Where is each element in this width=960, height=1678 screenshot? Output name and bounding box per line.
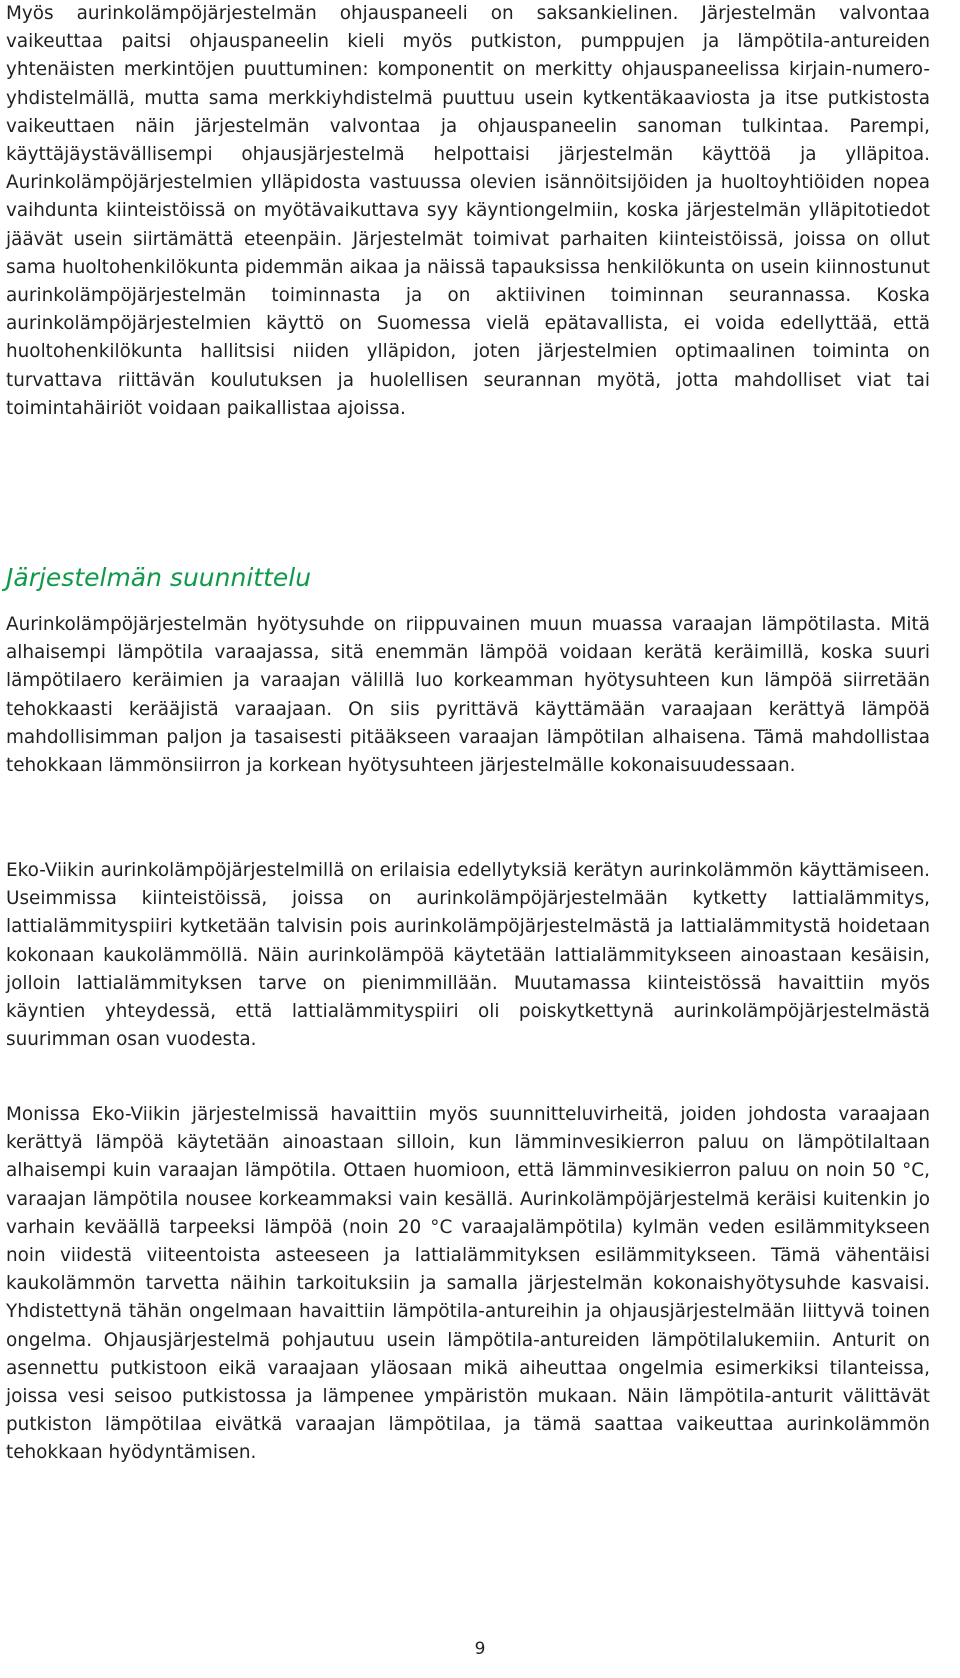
intro-paragraph: Myös aurinkolämpöjärjestelmän ohjauspaneeli on saksankielinen. Järjestelmän valvontaa vaikeuttaa paitsi ohjauspaneelin kieli myös putkiston, pumppujen ja lämpötila-antureiden yhtenäisten merkintöjen puuttuminen: komponentit on merkitty ohjauspaneelissa kirjain-numero-yhdistelmällä, mutta sama merkkiyhdistelmä puuttuu usein kytkentäkaaviosta ja itse putkistosta vaikeuttaen näin järjestelmän valvontaa ja ohjauspaneelin sanoman tulkintaa. Parempi, käyttäjäystävällisempi ohjausjärjestelmä helpottaisi järjestelmän käyttöä ja ylläpitoa. Aurinkolämpöjärjestelmien ylläpidosta vastuussa olevien isännöitsijöiden ja huoltoyhtiöiden nopea vaihdunta kiinteistöissä on myötävaikuttava syy käyntiongelmiin, koska järjestelmän ylläpitotiedot jäävät usein siirtämättä eteenpäin. Järjestelmät toimivat parhaiten kiinteistöissä, joissa on ollut sama huoltohenkilökunta pidemmän aikaa ja näissä tapauksissa henkilökunta on usein kiinnostunut aurinkolämpöjärjestelmän toiminnasta ja on aktiivinen toiminnan seurannassa. Koska aurinkolämpöjärjestelmien käyttö on Suomessa vielä epätavallista, ei voida edellyttää, että huoltohenkilökunta hallitsisi niiden ylläpidon, joten järjestelmien optimaalinen toiminta on turvattava riittävän koulutuksen ja huolellisen seurannan myötä, jotta mahdolliset viat tai toimintahäiriöt voidaan paikallistaa ajoissa. [6,3,930,419]
body-paragraph-design-errors: Monissa Eko-Viikin järjestelmissä havaittiin myös suunnitteluvirheitä, joiden johdosta varaajaan kerättyä lämpöä käytetään ainoastaan silloin, kun lämminvesikierron paluu on lämpötilaltaan alhaisempi kuin varaajan lämpötila. Ottaen huomioon, että lämminvesikierron paluu on noin 50 °C, varaajan lämpötila nousee korkeammaksi vain kesällä. Aurinkolämpöjärjestelmä keräisi kuitenkin jo varhain keväällä tarpeeksi lämpöä (noin 20 °C varaajalämpötila) kylmän veden esilämmitykseen noin viidestä viiteentoista asteeseen ja lattialämmityksen esilämmitykseen. Tämä vähentäisi kaukolämmön tarvetta näihin tarkoituksiin ja samalla järjestelmän kokonaishyötysuhde kasvaisi. Yhdistettynä tähän ongelmaan havaittiin lämpötila-antureihin ja ohjausjärjestelmään liittyvä toinen ongelma. Ohjausjärjestelmä pohjautuu usein lämpötila-antureiden lämpötilalukemiin. Anturit on asennettu putkistoon eikä varaajaan yläosaan mikä aiheuttaa ongelmia esimerkiksi tilanteissa, joissa vesi seisoo putkistossa ja lämpenee ympäristön mukaan. Näin lämpötila-anturit välittävät putkiston lämpötilaa eivätkä varaajan lämpötilaa, ja tämä saattaa vaikeuttaa aurinkolämmön tehokkaan hyödyntämisen. [6,1104,930,1464]
body-paragraph-efficiency: Aurinkolämpöjärjestelmän hyötysuhde on riippuvainen muun muassa varaajan lämpötilasta. Mitä alhaisempi lämpötila varaajassa, sitä enemmän lämpöä voidaan kerätä keräimillä, koska suuri lämpötilaero keräimien ja varaajan välillä luo korkeamman hyötysuhteen kun lämpöä siirretään tehokkaasti kerääjistä varaajaan. On siis pyrittävä käyttämään varaajaan kerättyä lämpöä mahdollisimman paljon ja tasaisesti pitääkseen varaajan lämpötilan alhaisena. Tämä mahdollistaa tehokkaan lämmönsiirron ja korkean hyötysuhteen järjestelmälle kokonaisuudessaan. [6,614,930,777]
body-paragraph-eko-viikki: Eko-Viikin aurinkolämpöjärjestelmillä on erilaisia edellytyksiä kerätyn aurinkolämmön käyttämiseen. Useimmissa kiinteistöissä, joissa on aurinkolämpöjärjestelmään kytketty lattialämmitys, lattialämmityspiiri kytketään talvisin pois aurinkolämpöjärjestelmästä ja lattialämmitystä hoidetaan kokonaan kaukolämmöllä. Näin aurinkolämpöä käytetään lattialämmitykseen ainoastaan kesäisin, jolloin lattialämmityksen tarve on pienimmillään. Muutamassa kiinteistössä havaittiin myös käyntien yhteydessä, että lattialämmityspiiri oli poiskytkettynä aurinkolämpöjärjestelmästä suurimman osan vuodesta. [6,860,930,1051]
section-heading: Järjestelmän suunnittelu [6,563,312,592]
page-number: 9 [474,1639,486,1659]
